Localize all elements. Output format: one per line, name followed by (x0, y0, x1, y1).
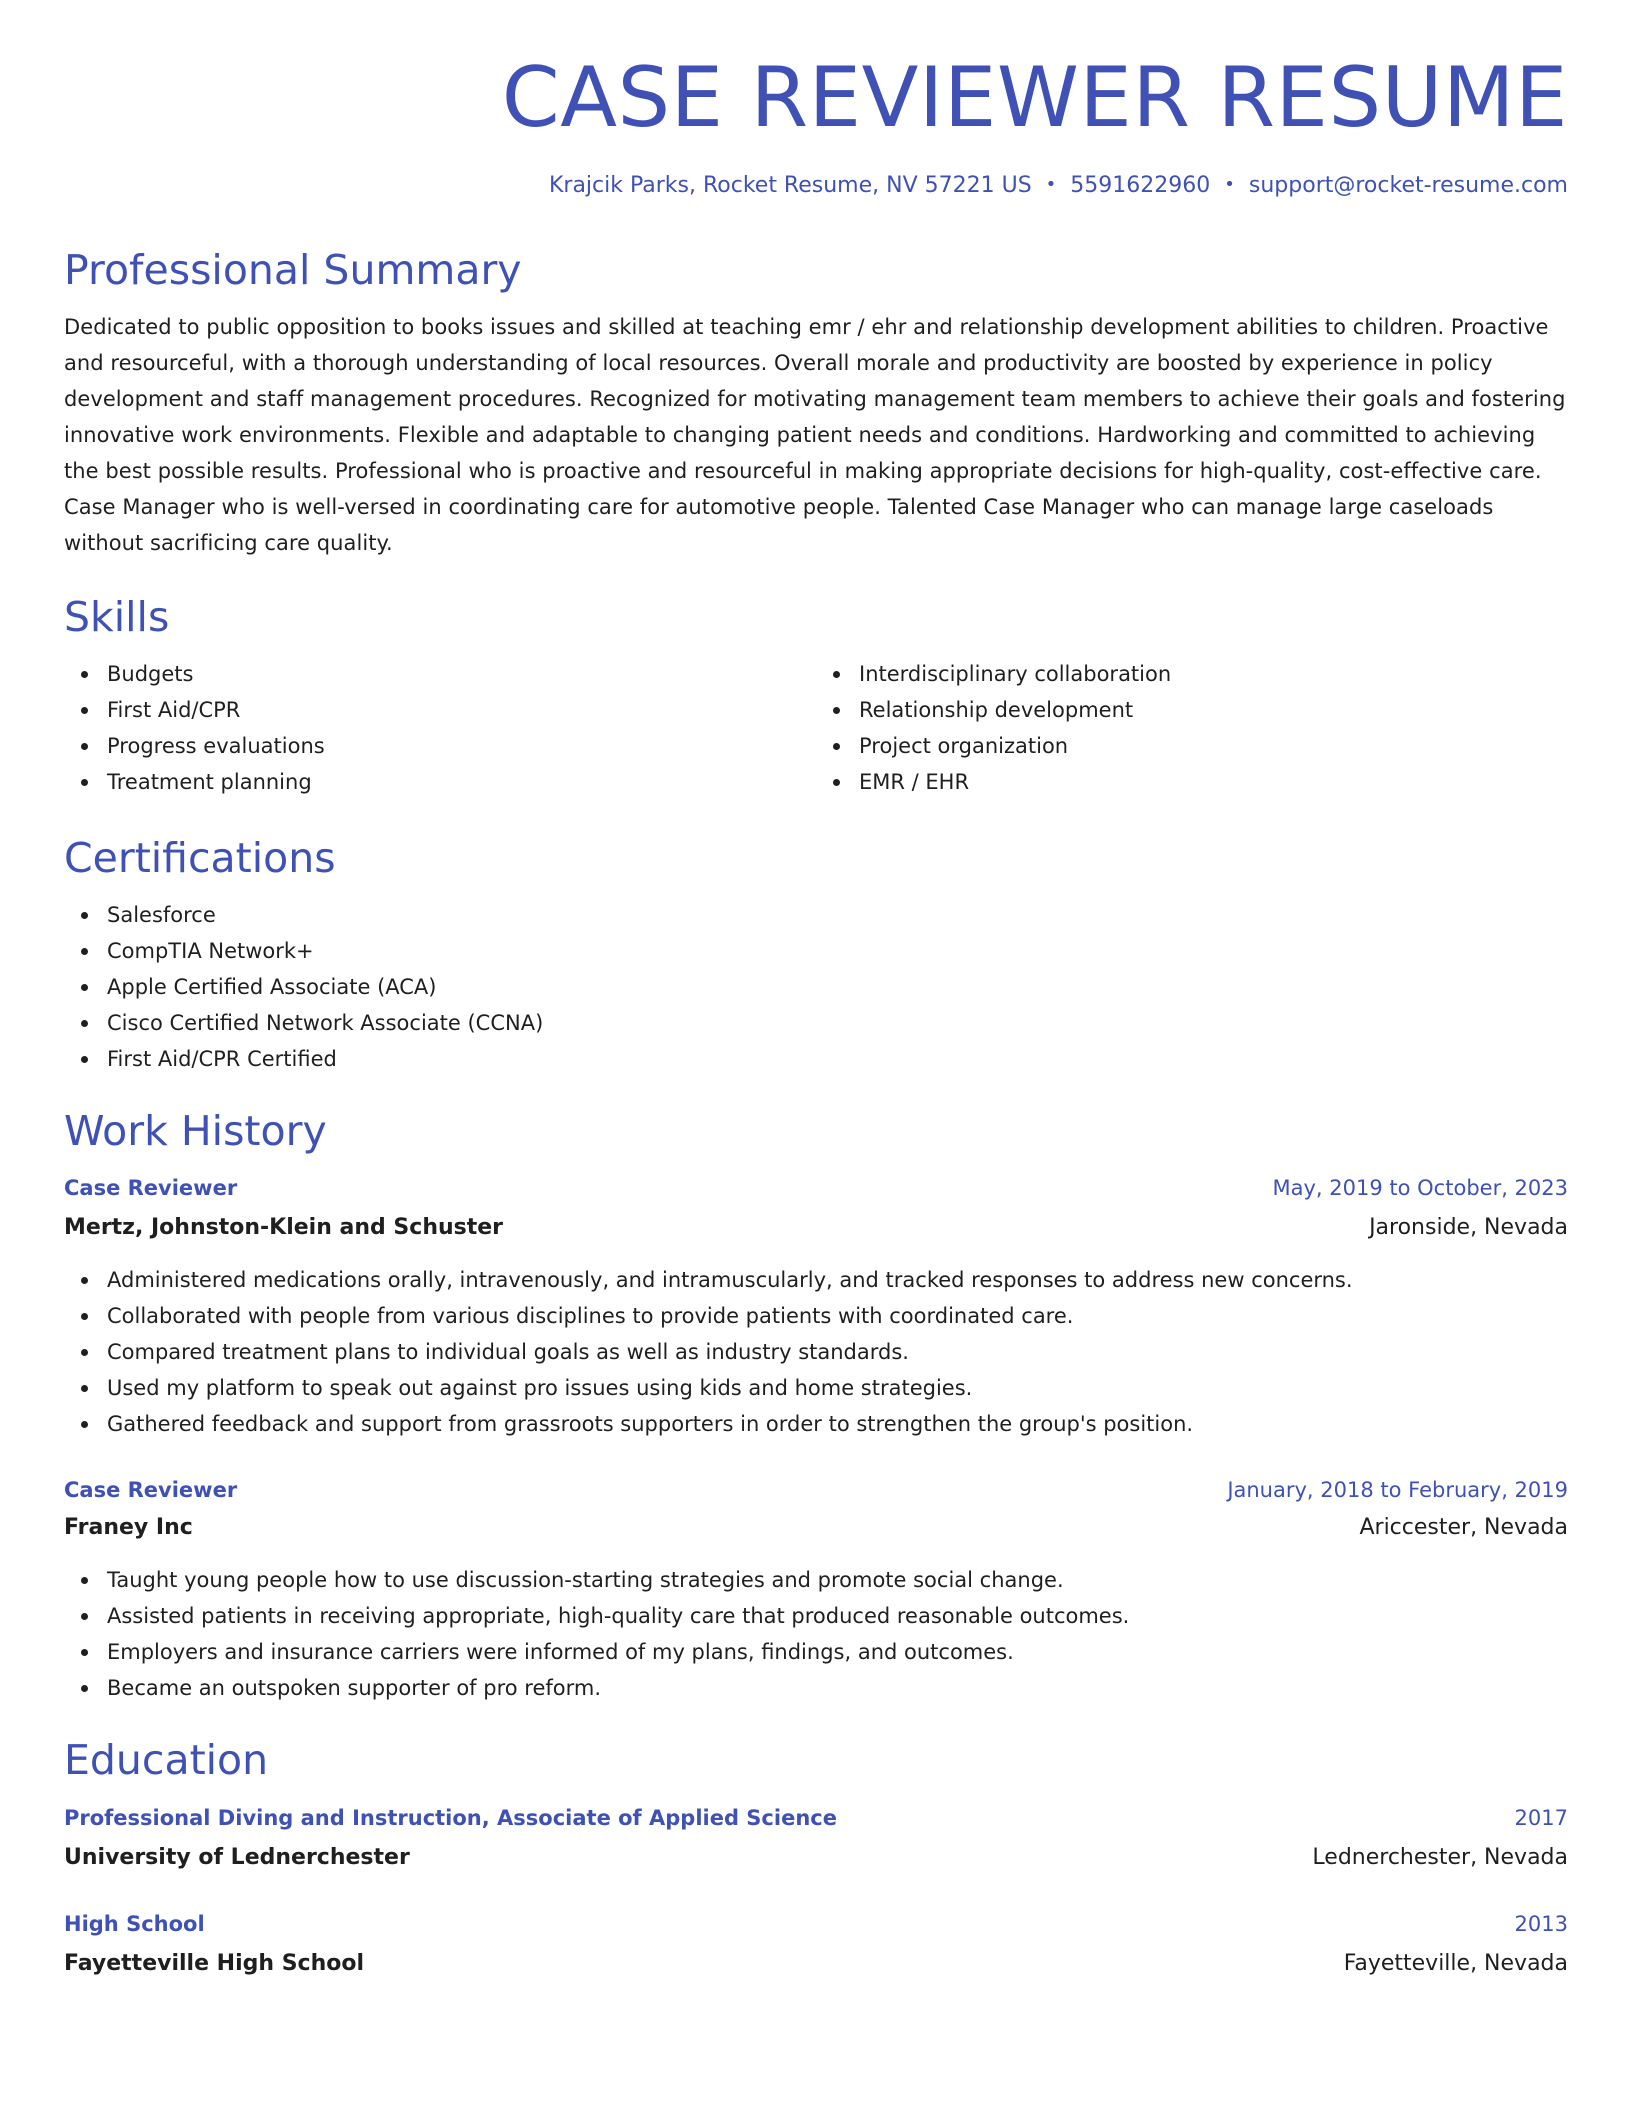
certification-item: CompTIA Network+ (107, 933, 1568, 969)
certification-item: Cisco Certified Network Associate (CCNA) (107, 1005, 1568, 1041)
skill-item: Interdisciplinary collaboration (859, 656, 1568, 692)
job-company: Franey Inc (64, 1515, 193, 1541)
job-bullet: Collaborated with people from various disciplines to provide patients with coordinated care. (107, 1298, 1568, 1334)
job-location: Jaronside, Nevada (1369, 1215, 1568, 1241)
job-bullet: Assisted patients in receiving appropriate, high-quality care that produced reasonable outcomes. (107, 1598, 1568, 1634)
education-section (64, 1736, 1568, 1981)
job-location: Ariccester, Nevada (1359, 1515, 1568, 1541)
job-company-row (64, 1210, 1568, 1246)
education-year: 2017 (1514, 1805, 1568, 1830)
skills-list-right (816, 656, 1568, 800)
skill-item: EMR / EHR (859, 764, 1568, 800)
education-school: Fayetteville High School (64, 1950, 365, 1976)
job-dates: May, 2019 to October, 2023 (1272, 1176, 1568, 1201)
job-header-row (64, 1472, 1568, 1508)
skill-item: Project organization (859, 728, 1568, 764)
education-entry (64, 1906, 1568, 1982)
skill-item: First Aid/CPR (107, 692, 816, 728)
education-school-row (64, 1840, 1568, 1876)
job-company-row (64, 1510, 1568, 1546)
certification-item: Apple Certified Associate (ACA) (107, 969, 1568, 1005)
education-entry (64, 1800, 1568, 1876)
certification-item: Salesforce (107, 897, 1568, 933)
job-bullet: Used my platform to speak out against pro issues using kids and home strategies. (107, 1370, 1568, 1406)
job-header-row (64, 1170, 1568, 1206)
skills-section (64, 593, 1568, 800)
section-title-skills: Skills (64, 592, 170, 641)
contact-separator: • (1045, 174, 1057, 196)
summary-section (64, 246, 1568, 561)
job-bullet: Became an outspoken supporter of pro reform. (107, 1670, 1568, 1706)
contact-email: support@rocket-resume.com (1248, 173, 1568, 199)
skills-list-left (64, 656, 816, 800)
education-school: University of Lednerchester (64, 1844, 410, 1870)
job-company: Mertz, Johnston-Klein and Schuster (64, 1215, 504, 1241)
skill-item: Relationship development (859, 692, 1568, 728)
education-year: 2013 (1514, 1911, 1568, 1936)
skill-item: Progress evaluations (107, 728, 816, 764)
certifications-section (64, 834, 1568, 1077)
certification-item: First Aid/CPR Certified (107, 1041, 1568, 1077)
job-entry (64, 1472, 1568, 1706)
job-title: Case Reviewer (64, 1478, 238, 1503)
job-title: Case Reviewer (64, 1176, 238, 1201)
job-bullet: Taught young people how to use discussion-starting strategies and promote social change. (107, 1562, 1568, 1598)
section-title-education: Education (64, 1736, 269, 1785)
summary-text: Dedicated to public opposition to books issues and skilled at teaching emr / ehr and relationship development abilities to children. Proactive and resourceful, with a thorough understanding of local resources. Overall morale and productivity are boosted by experience in policy development and staff management procedures. Recognized for motivating management team members to achieve their goals and fostering innovative work environments. Flexible and adaptable to changing patient needs and conditions. Hardworking and committed to achieving the best possible results. Professional who is proactive and resourceful in making appropriate decisions for high-quality, cost-effective care. Case Manager who is well-versed in coordinating care for automotive people. Talented Case Manager who can manage large caseloads without sacrificing care quality. (64, 314, 1566, 555)
job-bullet: Gathered feedback and support from grassroots supporters in order to strengthen the group's position. (107, 1406, 1568, 1442)
education-degree: Professional Diving and Instruction, Associate of Applied Science (64, 1805, 837, 1830)
skills-grid (64, 656, 1568, 800)
section-title-certifications: Certifications (64, 834, 336, 883)
education-location: Fayetteville, Nevada (1343, 1950, 1568, 1976)
contact-line (64, 173, 1568, 199)
skill-item: Treatment planning (107, 764, 816, 800)
job-bullets (64, 1262, 1568, 1442)
work-history-section (64, 1107, 1568, 1706)
skill-item: Budgets (107, 656, 816, 692)
certifications-list (64, 897, 1568, 1077)
job-dates: January, 2018 to February, 2019 (1227, 1478, 1568, 1503)
contact-separator: • (1224, 174, 1235, 196)
job-bullet: Administered medications orally, intravenously, and intramuscularly, and tracked responses to address new concerns. (107, 1262, 1568, 1298)
job-bullet: Employers and insurance carriers were informed of my plans, findings, and outcomes. (107, 1634, 1568, 1670)
section-title-summary: Professional Summary (64, 245, 522, 294)
resume-header (64, 49, 1568, 200)
job-bullets (64, 1562, 1568, 1706)
resume-title: CASE REVIEWER RESUME (501, 49, 1568, 146)
job-bullet: Compared treatment plans to individual goals as well as industry standards. (107, 1334, 1568, 1370)
job-entry (64, 1170, 1568, 1442)
section-title-work-history: Work History (64, 1107, 327, 1156)
education-school-row (64, 1946, 1568, 1982)
education-header-row (64, 1906, 1568, 1942)
contact-phone: 5591622960 (1070, 173, 1211, 199)
education-degree: High School (64, 1911, 205, 1936)
education-location: Lednerchester, Nevada (1312, 1844, 1568, 1870)
education-header-row (64, 1800, 1568, 1836)
contact-address: Krajcik Parks, Rocket Resume, NV 57221 US (548, 173, 1032, 199)
